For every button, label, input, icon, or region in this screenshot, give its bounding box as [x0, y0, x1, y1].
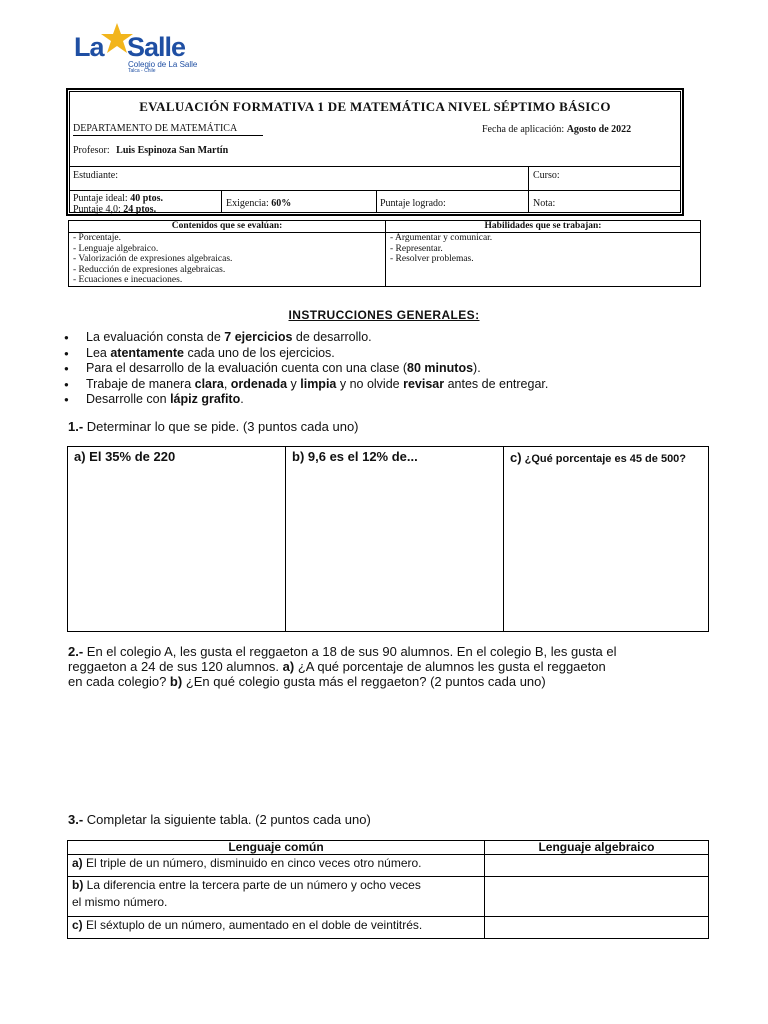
logo-text-la: La: [74, 32, 104, 62]
question-1-table: [67, 446, 709, 632]
skill-item: - Argumentar y comunicar.: [390, 233, 493, 243]
q1-answer-a[interactable]: a) El 35% de 220: [68, 447, 286, 632]
skill-item: - Resolver problemas.: [390, 254, 474, 265]
q1-c-letter: c): [510, 450, 522, 465]
department-label: DEPARTAMENTO DE MATEMÁTICA: [73, 123, 238, 134]
content-item: - Lenguaje algebraico.: [73, 243, 159, 254]
achieved-label: Puntaje logrado:: [380, 198, 446, 209]
date-value: Agosto de 2022: [566, 124, 632, 135]
header-divider-2: [69, 190, 681, 191]
q3-row-a: a) El triple de un número, disminuido en cinco veces otro número.: [68, 855, 485, 877]
q3-answer-a[interactable]: [485, 855, 709, 877]
content-item: - Valorización de expresiones algebraicas.: [73, 254, 233, 265]
logo-place: Talca - Chile: [128, 68, 156, 74]
question-3-number: 3.-: [68, 812, 84, 827]
date-field: [482, 124, 631, 135]
ideal-label: Puntaje ideal:: [73, 193, 128, 204]
question-2-prompt: 2.- En el colegio A, les gusta el reggaeton a 18 de sus 90 alumnos. En el colegio B, les gusta el reggaeton a 24 de sus 120 alumnos. a) ¿A qué porcentaje de alumnos les gusta el reggaeton en cada colegio? b) ¿En qué colegio gusta más el reggaeton? (2 puntos cada uno): [68, 644, 617, 689]
teacher-value: Luis Espinoza San Martín: [116, 145, 229, 156]
logo-subtitle: Colegio de La Salle: [128, 60, 198, 69]
q3-row-b: b) La diferencia entre la tercera parte de un número y ocho veces el mismo número.: [68, 877, 485, 917]
skills-header: Habilidades que se trabajan:: [386, 221, 701, 233]
teacher-label: Profesor:: [73, 145, 110, 156]
header-divider-1: [69, 166, 681, 167]
student-label: Estudiante:: [73, 170, 118, 181]
question-2-number: 2.-: [68, 644, 84, 659]
requirement-value: 60%: [271, 198, 292, 209]
contents-skills-table: [68, 220, 701, 287]
q1-answer-b[interactable]: b) 9,6 es el 12% de...: [286, 447, 504, 632]
question-1-number: 1.-: [68, 419, 84, 434]
exam-title: EVALUACIÓN FORMATIVA 1 DE MATEMÁTICA NIVEL SÉPTIMO BÁSICO: [139, 99, 611, 114]
q3-row-c: c) El séxtuplo de un número, aumentado en el doble de veintitrés.: [68, 917, 485, 939]
date-label: Fecha de aplicación:: [482, 124, 565, 135]
content-item: - Reducción de expresiones algebraicas.: [73, 264, 226, 275]
instruction-item: ● Lea atentamente cada uno de los ejercicios.: [64, 346, 548, 362]
school-logo: [74, 30, 204, 80]
question-1-text: Determinar lo que se pide. (3 puntos cada uno): [83, 419, 359, 434]
instruction-item: ● Para el desarrollo de la evaluación cuenta con una clase (80 minutos).: [64, 361, 548, 377]
p4-label: Puntaje 4,0:: [73, 204, 121, 215]
question-3-table: [67, 840, 709, 939]
score-ideal-block: [73, 193, 163, 215]
department-underline: [73, 135, 263, 136]
skill-item: - Representar.: [390, 243, 443, 254]
logo-text-salle: Salle: [127, 32, 186, 62]
instruction-item: ● Trabaje de manera clara, ordenada y limpia y no olvide revisar antes de entregar.: [64, 377, 548, 393]
question-3-text: Completar la siguiente tabla. (2 puntos cada uno): [83, 812, 371, 827]
requirement-field: [226, 198, 291, 209]
instruction-item: ● La evaluación consta de 7 ejercicios de desarrollo.: [64, 330, 548, 346]
content-item: - Porcentaje.: [73, 233, 122, 243]
q3-answer-c[interactable]: [485, 917, 709, 939]
question-3-prompt: [68, 812, 371, 827]
skills-list: [386, 233, 701, 287]
q3-answer-b[interactable]: [485, 877, 709, 917]
header-col-divider-3: [528, 190, 529, 213]
teacher-field: [73, 145, 228, 156]
grade-label: Nota:: [533, 198, 556, 209]
q3-col-common: Lenguaje común: [68, 841, 485, 855]
instructions-list: [64, 330, 548, 408]
instructions-title: INSTRUCCIONES GENERALES:: [288, 308, 480, 322]
header-col-divider-1: [221, 190, 222, 213]
q1-c-text: ¿Qué porcentaje es 45 de 500?: [521, 453, 687, 465]
requirement-label: Exigencia:: [226, 198, 269, 209]
q3-col-algebraic: Lenguaje algebraico: [485, 841, 709, 855]
question-1-prompt: [68, 419, 359, 434]
header-col-divider-course: [528, 166, 529, 190]
header-col-divider-2: [376, 190, 377, 213]
contents-list: [69, 233, 386, 287]
contents-header: Contenidos que se evalúan:: [69, 221, 386, 233]
instruction-item: ● Desarrolle con lápiz grafito.: [64, 392, 548, 408]
q1-answer-c[interactable]: [504, 447, 709, 632]
course-label: Curso:: [533, 170, 560, 181]
content-item: - Ecuaciones e inecuaciones.: [73, 275, 183, 286]
ideal-value: 40 ptos.: [130, 193, 164, 204]
p4-value: 24 ptos.: [123, 204, 157, 215]
